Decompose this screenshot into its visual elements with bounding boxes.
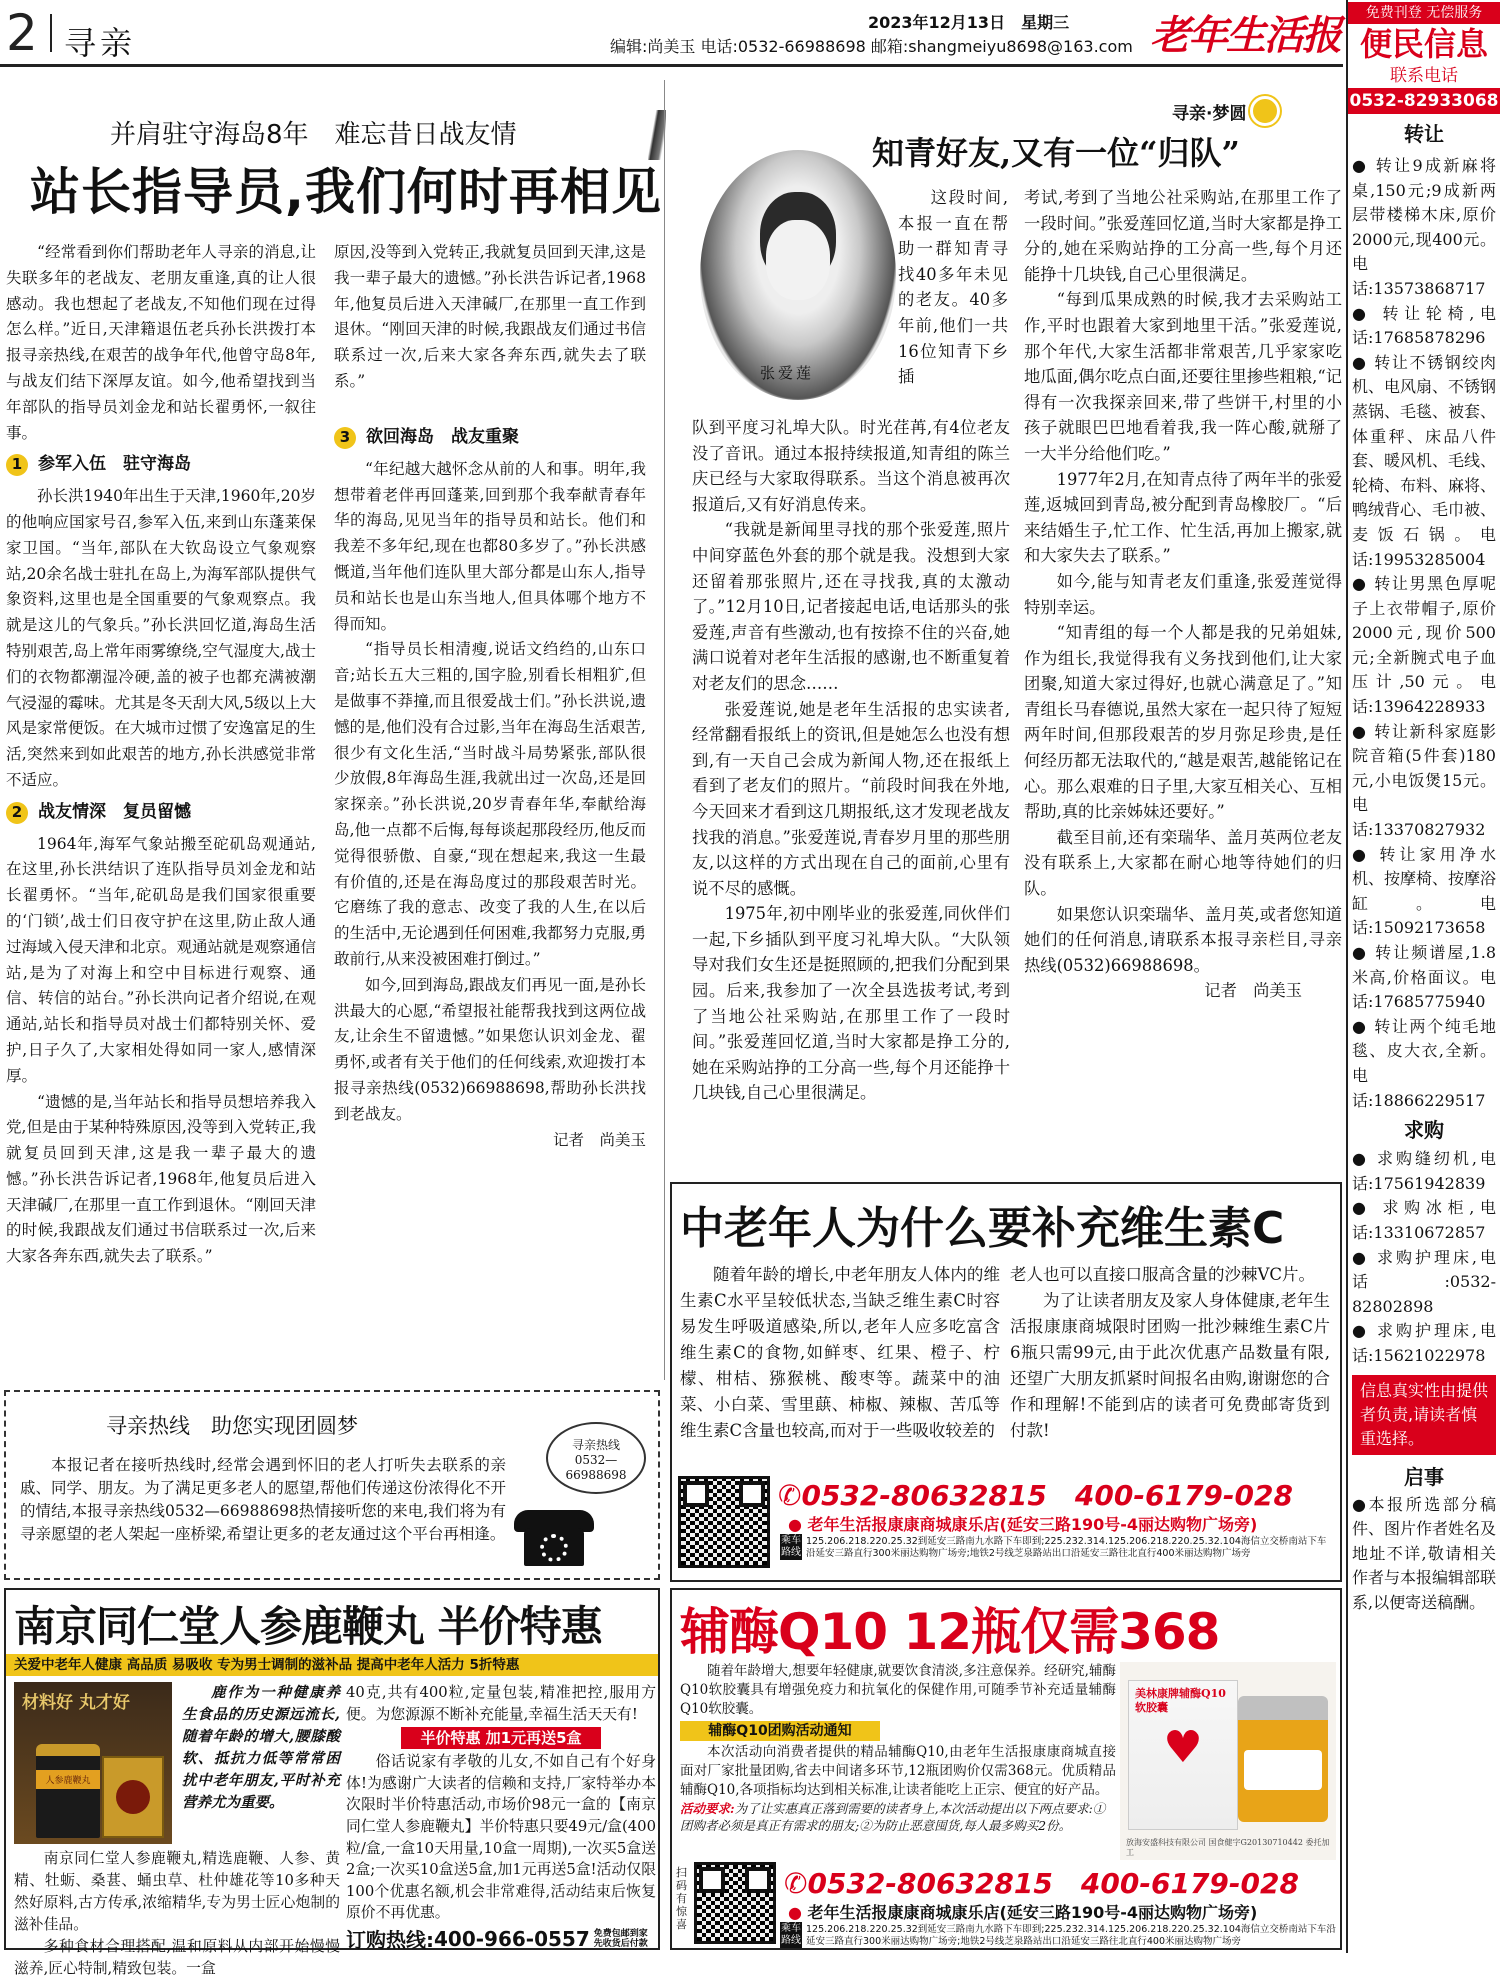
vitc-store: ● 老年生活报康康商城康乐店(延安三路190号-4丽达购物广场旁) <box>788 1515 1258 1534</box>
vitc-phones: ✆0532-80632815 400-6179-028 <box>778 1479 1293 1512</box>
sidebar-list-item: ● 求购缝纫机,电话:17561942839 <box>1352 1149 1496 1193</box>
nanjing-title: 南京同仁堂人参鹿鞭丸 半价特惠 <box>14 1602 602 1651</box>
sidebar-list-item: ● 转让频谱屋,1.8米高,价格面议。电话:17685775940 <box>1352 943 1496 1012</box>
article2-p3: 张爱莲说,她是老年生活报的忠实读者,经常翻看报纸上的资讯,但是她怎么也没有想到,有一天自己会成为新闻人物,还在报纸上看到了老友们的照片。“前段时间我在外地,今天回来才看到这几期报纸,这才发现老战友找我的消息。”张爱莲说,青春岁月里的那些朋友,以这样的方式出现在自己的面前,心里有说不尽的感慨。 <box>692 699 1010 898</box>
article1-sec3-text3: 如今,回到海岛,跟战友们再见一面,是孙长洪最大的心愿,“希望报社能帮我找到这两位战友,让余生不留遗憾。”如果您认识刘金龙、翟勇怀,或者有关于他们的任何线索,欢迎拨打本报寻亲热线(0532)66988698,帮助孙长洪找到老战友。 <box>334 975 646 1123</box>
photo-caption: 张爱莲 <box>760 364 815 382</box>
hotline-bubble: 寻亲热线 0532— 66988698 <box>546 1422 646 1494</box>
nanjing-intro: 鹿作为一种健康养生食品的历史源远流长,随着年龄的增大,腰膝酸软、抵抗力低等常常困扰中老年朋友,平时补充营养尤为重要。 <box>182 1684 340 1811</box>
bullet-icon: ● <box>1352 1321 1378 1341</box>
sidebar-notice: ●本报所选部分稿件、图片作者姓名及地址不详,敬请相关作者与本报编辑部联系,以便寄送稿酬。 <box>1352 1494 1497 1612</box>
article2-byline: 记者 尚美玉 <box>1204 981 1302 1001</box>
article2-tag: 寻亲·梦圆 <box>1172 96 1280 126</box>
coq10-bus-route: 125.206.218.220.25.32到延安三路南九水路下车即到;225.232.314.125.206.218.220.25.32.104海信立交桥南站下车沿延安三路直行300米丽达购物广场旁;地铁2号线芝泉路站出口沿延安三路往北直行400米丽达购物广场旁 <box>806 1924 1336 1947</box>
sidebar-warning: 信息真实性由提供者负责,请读者慎重选择。 <box>1352 1375 1496 1455</box>
article1-sec3-text2: “指导员长相清瘦,说话文绉绉的,山东口音;站长五大三粗的,国字脸,别看长相粗犷,但是做事不莽撞,而且很爱战士们。”孙长洪说,遗憾的是,他们没有合过影,当年在海岛生活艰苦,很少有文化生活,“当时战斗局势紧张,部队很少放假,8年海岛生涯,我就出过一次岛,还是回家探亲。”孙长洪说,20岁青春年华,奉献给海岛,他一点都不后悔,每每谈起那段经历,他反而觉得很骄傲、自豪,“现在想起来,我这一生最有价值的,还是在海岛度过的那段艰苦时光。它磨练了我的意志、改变了我的人生,在以后的生活中,无论遇到任何困难,我都努力克服,勇敢前行,从来没被困难打倒过。” <box>334 640 646 968</box>
location-icon: ● <box>788 1515 802 1534</box>
article2-p9: 截至目前,还有栾瑞华、盖月英两位老友没有联系上,大家都在耐心地等待她们的归队。 <box>1024 827 1342 899</box>
article2-title: 知青好友,又有一位“归队” <box>872 134 1240 172</box>
nanjing-order-phone[interactable]: 400-966-0557 <box>434 1926 590 1951</box>
article2-intro-col <box>898 185 1008 415</box>
bullet-icon: ● <box>1352 1149 1378 1169</box>
article1-sec3-text1: “年纪越大越怀念从前的人和事。明年,我想带着老伴再回蓬莱,回到那个我奉献青春年华的海岛,见见当年的指导员和站长。他们和我差不多年纪,现在也都80多岁了。”孙长洪感慨道,当年他们连队里大部分都是山东人,指导员和站长也是山东当地人,但具体哪个地方不得而知。 <box>334 459 646 633</box>
sidebar-list-item: ● 转让不锈钢绞肉机、电风扇、不锈钢蒸锅、毛毯、被套、体重秤、床品八件套、暖风机、毛线、轮椅、布料、麻将、鸭绒背心、毛巾被、麦饭石锅。电话:19953285004 <box>1352 352 1497 569</box>
bullet-icon: ● <box>1352 303 1383 323</box>
hotline-text: 本报记者在接听热线时,经常会遇到怀旧的老人打听失去联系的亲戚、同学、朋友。为了满足更多老人的愿望,帮他们传递这份浓得化不开的情结,本报寻亲热线0532—66988698热情接听您的来电,我们将为有寻亲愿望的老人架起一座桥梁,希望让更多的老友通过这个平台再相逢。 <box>20 1456 506 1543</box>
nanjing-tagline: 关爱中老年人健康 高品质 易吸收 专为男士调制的滋补品 提高中老年人活力 5折特惠 <box>6 1654 658 1676</box>
nanjing-col1: 南京同仁堂人参鹿鞭丸,精选鹿鞭、人参、黄精、牡蛎、桑葚、蛹虫草、杜仲雄花等10多种天然好原料,古方传承,浓缩精华,专为男士匠心炮制的滋补佳品。 多种食材合理搭配,温和原料从内部开始慢慢滋养,匠心特制,精致包装。一盒 <box>14 1850 340 1977</box>
bullet-icon: ● <box>1352 1198 1383 1218</box>
article1-sec2-text1: 1964年,海军气象站搬至砣矶岛观通站,在这里,孙长洪结识了连队指导员刘金龙和站长翟勇怀。“当年,砣矶岛是我们国家很重要的‘门锁’,战士们日夜守护在这里,防止敌人通过海域入侵天津和北京。观通站就是观察通信站,是为了对海上和空中目标进行观察、通信、转信的站台。”孙长洪向记者介绍说,在观通站,站长和指导员对战士们都特别关怀、爱护,日子久了,大家相处得如同一家人,感情深厚。 <box>6 834 317 1085</box>
sidebar-list-item: ● 求购冰柜,电话:13310672857 <box>1352 1198 1496 1242</box>
article1-col1 <box>6 240 316 1366</box>
bullet-icon: ● <box>1352 156 1376 175</box>
article2-p8: “知青组的每一个人都是我的兄弟姐妹,作为组长,我觉得我有义务找到他们,让大家团聚,知道大家过得好,也就心满意足了。”知青组长马春德说,虽然大家在一起只待了短短两年时间,但那段艰苦的岁月弥足珍贵,是任何经历都无法取代的,“越是艰苦,越能铭记在心。那么艰难的日子里,大家互相关心、互相帮助,真的比亲姊妹还要好。” <box>1024 623 1342 822</box>
heart-icon: ♥ <box>1163 1722 1203 1773</box>
sec2-number: 2 <box>6 802 28 824</box>
article2-p4: 1975年,初中刚毕业的张爱莲,同伙伴们一起,下乡插队到平度习礼埠大队。“大队领导对我们女生还是挺照顾的,把我们分配到果园。后来,我参加了一次全县选拔考试,考到了当地公社采购站,在那里工作了一段时间。”张爱莲回忆道,当时大家都是挣工分的,她在采购站挣的工分高一些,每个月还能挣十几块钱,自己心里很满足。 <box>692 904 1010 1103</box>
bullet-icon: ● <box>1352 352 1375 372</box>
phone-icon: ✆ <box>784 1867 808 1900</box>
coq10-bus-label: 乘车路线 <box>781 1923 801 1946</box>
vitc-title: 中老年人为什么要补充维生素C <box>680 1203 1285 1254</box>
page-number-divider <box>50 14 52 52</box>
nanjing-order-line: 订购热线: 400-966-0557 免费包邮到家 先收货后付款 <box>346 1926 648 1952</box>
coq10-banner: 辅酶Q10团购活动通知 <box>680 1721 880 1741</box>
hotline-box <box>4 1390 660 1580</box>
bullet-icon: ● <box>1352 943 1376 962</box>
article2-p6: 1977年2月,在知青点待了两年半的张爱莲,返城回到青岛,被分配到青岛橡胶厂。“后来结婚生子,忙工作、忙生活,再加上搬家,就和大家失去了联系。” <box>1024 469 1342 566</box>
nanjing-bottle: 人参鹿鞭丸 <box>36 1744 100 1838</box>
section-name: 寻亲 <box>64 24 137 62</box>
sidebar-top1: 免费刊登 无偿服务 <box>1348 2 1500 24</box>
sidebar-sec-notice: 启事 <box>1404 1464 1444 1489</box>
editor-line: 编辑:尚美玉 电话:0532-66988698 邮箱:shangmeiyu8698@163.com <box>610 37 1133 56</box>
page-header <box>0 0 1343 62</box>
article2-p2: “我就是新闻里寻找的那个张爱莲,照片中间穿蓝色外套的那个就是我。没想到大家还留着那张照片,还在寻找我,真的太激动了。”12月10日,记者接起电话,电话那头的张爱莲,声音有些激动,也有按捺不住的兴奋,她满口说着对老年生活报的感谢,也不断重复着对老友们的思念…… <box>692 520 1010 693</box>
coq10-store: ● 老年生活报康康商城康乐店(延安三路190号-4丽达购物广场旁) <box>788 1903 1258 1922</box>
article1-title: 站长指导员,我们何时再相见 <box>30 163 662 221</box>
article2-col1 <box>692 415 1010 1170</box>
phone-icon: ✆ <box>778 1479 802 1512</box>
coq10-qr-label: 扫码有惊喜 <box>676 1866 687 1931</box>
article1-sec1-heading: 1 参军入伍 驻守海岛 <box>6 452 316 478</box>
article2-p7: 如今,能与知青老友们重逢,张爱莲觉得特别幸运。 <box>1024 571 1342 617</box>
sidebar-list-item: ● 转让新科家庭影院音箱(5件套)180元,小电饭煲15元。电话:13370827932 <box>1352 721 1496 840</box>
coq10-title: 辅酶Q10 12瓶仅需368 <box>680 1603 1220 1661</box>
article2-p5: “每到瓜果成熟的时候,我才去采购站工作,平时也跟着大家到地里干活。”张爱莲说,那个年代,大家生活都非常艰苦,几乎家家吃地瓜面,偶尔吃点白面,还要往里掺些粗粮,“记得有一次我探亲回来,带了些饼干,村里的小孩子就眼巴巴地看着我,我一阵心酸,就掰了一大半分给他们吃。” <box>1024 290 1342 463</box>
hotline-title: 寻亲热线 助您实现团圆梦 <box>106 1414 358 1438</box>
nanjing-col2: 40克,共有400粒,定量包装,精准把控,服用方便。为您源源不断补充能量,幸福生活天天有! 半价特惠 加1元再送5盒 俗话说家有孝敬的儿女,不如自己有个好身体!为感谢广大读者的信赖和支持,厂家特举办本次限时半价特惠活动,市场价98元一盒的【南京同仁堂人参鹿鞭丸】半价特惠只要49元/盒(400粒/盒,一盒10天用量,10盒一周期),一次买5盒送2盒;一次买10盒送5盒,加1元再送5盒!活动仅限100个优惠名额,机会非常难得,活动结束后恢复原价不再优惠。 <box>346 1684 656 1922</box>
bullet-icon: ● <box>1352 844 1380 864</box>
ad-vitamin-c <box>670 1182 1342 1582</box>
article1-sec2-text2-cont: 原因,没等到入党转正,我就复员回到天津,这是我一辈子最大的遗憾。”孙长洪告诉记者,1968年,他复员后进入天津碱厂,在那里一直工作到退休。“刚回天津的时候,我跟战友们通过书信联系过一次,后来大家各奔东西,就失去了联系。” <box>334 243 646 390</box>
coq10-text: 随着年龄增大,想要年轻健康,就要饮食清淡,多注意保养。经研究,辅酶Q10软胶囊具有增强免疫力和抗氧化的保健作用,可随季节补充适量辅酶Q10软胶囊。 辅酶Q10团购活动通知 本次活动向消费者提供的精品辅酶Q10,由老年生活报康康商城直接面对厂家批量团购,省去中间诸多环节,12瓶团购价仅需368元。优质精品辅酶Q10,各项指标均达到相关标准,让读者能吃上正宗、便宜的好产品。 活动要求:为了让实惠真正落到需要的读者身上,本次活动提出以下两点要求:①团购者必须是真正有需求的朋友;②为防止恶意囤货,每人最多购买2份。 <box>680 1663 1116 1833</box>
sidebar <box>1346 0 1500 1953</box>
photo-face <box>766 220 830 300</box>
header-rule <box>0 64 1343 67</box>
transfer-list <box>1348 154 1500 1113</box>
sidebar-title: 便民信息 <box>1359 25 1488 63</box>
article2-p1b: 队到平度习礼埠大队。时光荏苒,有4位老友没了音讯。通过本报持续报道,知青组的陈兰庆已经与大家取得联系。当这个消息被再次报道后,又有好消息传来。 <box>692 418 1010 514</box>
article1-sec2-heading: 2 战友情深 复员留憾 <box>6 800 316 826</box>
coq10-bottle <box>1238 1696 1328 1822</box>
article2-p1a: 这段时间,本报一直在帮助一群知青寻找40多年未见的老友。40多年前,他们一共16位知青下乡插 <box>898 188 1008 387</box>
coq10-fine-print: 放海安盛科技有限公司 国食健字G20130710442 委托加工 <box>1126 1838 1330 1857</box>
coq10-product-image <box>1120 1662 1336 1860</box>
bullet-icon: ● <box>1352 721 1375 741</box>
sidebar-list-item: ● 求购护理床,电话:15621022978 <box>1352 1321 1496 1365</box>
ad-nanjing <box>4 1588 660 1977</box>
article1-col2-continued <box>334 240 646 420</box>
sec3-number: 3 <box>334 427 356 449</box>
coq10-box: 美林康牌辅酶Q10软胶囊 ♥ <box>1128 1680 1238 1830</box>
article2-p4-cont: 考试,考到了当地公社采购站,在那里工作了一段时间。”张爱莲回忆道,当时大家都是挣工分的,她在采购站挣的工分高一些,每个月还能挣十几块钱,自己心里很满足。 <box>1024 188 1342 284</box>
sidebar-list-item: ● 转让男黑色厚呢子上衣带帽子,原价2000元,现价500元;全新腕式电子血压计,50元。电话:13964228933 <box>1352 574 1496 717</box>
vitc-col2: 老人也可以直接口服高含量的沙棘VC片。 为了让读者朋友及家人身体健康,老年生活报康康商城限时团购一批沙棘维生素C片6瓶只需99元,由于此次优惠产品数量有限,还望广大朋友抓紧时间报名由购,谢谢您的合作和理解!不能到店的读者可免费邮寄货到付款! <box>1010 1265 1330 1440</box>
article2-photo <box>700 150 896 400</box>
issue-date: 2023年12月13日 星期三 <box>868 13 1070 32</box>
article1-lead: “经常看到你们帮助老年人寻亲的消息,让失联多年的老战友、老朋友重逢,真的让人很感动。我也想起了老战友,不知他们现在过得怎么样。”近日,天津籍退伍老兵孙长洪拨打本报寻亲热线,在艰苦的战争年代,他曾守岛8年,与战友们结下深厚友谊。如今,他希望找到当年部队的指导员刘金龙和站长翟勇怀,一叙往事。 <box>6 243 316 442</box>
vitc-bus-route: 125.206.218.220.25.32到延安三路南九水路下车即到;225.232.314.125.206.218.220.25.32.104海信立交桥南站下车沿延安三路直行300米丽达购物广场旁;地铁2号线芝泉路站出口沿延安三路往北直行400米丽达购物广场旁 <box>806 1536 1327 1559</box>
buy-list <box>1348 1147 1500 1368</box>
article1-subtitle: 并肩驻守海岛8年 难忘昔日战友情 <box>110 120 517 150</box>
sidebar-sec-transfer: 转让 <box>1404 122 1444 146</box>
article1-sec1-text: 孙长洪1940年出生于天津,1960年,20岁的他响应国家号召,参军入伍,来到山东蓬莱保家卫国。“当年,部队在大钦岛设立气象观察站,20余名战士驻扎在岛上,为海军部队提供气象资料,这里也是全国重要的气象观察点。我就是这儿的气象兵。”孙长洪回忆道,海岛生活特别艰苦,岛上常年雨雾缭绕,空气湿度大,战士们的衣物都潮湿冷硬,盖的被子也都充满被潮气浸湿的霉味。尤其是冬天刮大风,5级以上大风是家常便饭。在大城市过惯了安逸富足的生活,突然来到如此艰苦的地方,孙长洪感觉非常不适应。 <box>6 487 317 789</box>
nanjing-offer-banner: 半价特惠 加1元再送5盒 <box>401 1727 601 1749</box>
sidebar-list-item: ● 求购护理床,电话:0532-82802898 <box>1352 1247 1496 1316</box>
vitc-col1: 随着年龄的增长,中老年朋友人体内的维生素C水平呈较低状态,当缺乏维生素C时容易发生呼吸道感染,所以,老年人应多吃富含维生素C的食物,如鲜枣、红果、橙子、柠檬、柑桔、猕猴桃、酸枣等。蔬菜中的油菜、小白菜、雪里蕻、柿椒、辣椒、苦瓜等维生素C含量也较高,而对于一些吸收较差的 <box>680 1265 1000 1440</box>
article1-sec2-text2: “遗憾的是,当年站长和指导员想培养我入党,但是由于某种特殊原因,没等到入党转正,我就复员回到天津,这是我一辈子最大的遗憾。”孙长洪告诉记者,1968年,他复员后进入天津碱厂,在那里一直工作到退休。“刚回天津的时候,我跟战友们通过书信联系过一次,后来大家各奔东西,就失去了联系。” <box>6 1092 316 1266</box>
circle-icon <box>1250 96 1280 126</box>
coq10-phones: ✆0532-80632815 400-6179-028 <box>784 1867 1299 1900</box>
bullet-icon: ● <box>1352 1494 1369 1514</box>
nanjing-product-image <box>14 1682 172 1844</box>
nanjing-box <box>102 1756 164 1838</box>
sidebar-list-item: ● 转让轮椅,电话:17685878296 <box>1352 303 1496 348</box>
sidebar-phone: 0532-82933068 <box>1348 88 1500 114</box>
bullet-icon: ● <box>1352 574 1375 594</box>
article2-col2 <box>1024 185 1342 1170</box>
sidebar-contact-label: 联系电话 <box>1390 66 1458 86</box>
sidebar-list-item: ● 转让9成新麻将桌,150元;9成新两层带楼梯木床,原价2000元,现400元。电话:13573868717 <box>1352 156 1497 298</box>
vitc-qr-code[interactable] <box>678 1476 770 1568</box>
ad-coq10 <box>670 1588 1342 1950</box>
nanjing-box-title: 材料好 丸才好 <box>22 1693 130 1713</box>
page-number: 2 <box>6 4 38 62</box>
coq10-qr-code[interactable] <box>694 1862 776 1944</box>
article2-p10: 如果您认识栾瑞华、盖月英,或者您知道她们的任何消息,请联系本报寻亲栏目,寻亲热线(0532)66988698。 <box>1024 904 1342 975</box>
bullet-icon: ● <box>1352 1247 1378 1267</box>
vertical-rule-left <box>664 80 665 1380</box>
vitc-bus-label: 乘车路线 <box>781 1535 801 1558</box>
sidebar-list-item: ● 转让两个纯毛地毯、皮大衣,全新。电话:18866229517 <box>1352 1016 1496 1110</box>
sidebar-list-item: ● 转让家用净水机、按摩椅、按摩浴缸。电话:15092173658 <box>1352 844 1497 938</box>
sec1-number: 1 <box>6 454 28 476</box>
article1-byline: 记者 尚美玉 <box>552 1130 646 1149</box>
telephone-icon <box>514 1504 594 1566</box>
masthead-logo: 老年生活报 <box>1150 12 1340 59</box>
bullet-icon: ● <box>1352 1016 1375 1036</box>
article1-sec3-heading: 3 欲回海岛 战友重聚 <box>334 425 646 451</box>
location-icon: ● <box>788 1903 802 1922</box>
sidebar-sec-buy: 求购 <box>1404 1118 1444 1143</box>
